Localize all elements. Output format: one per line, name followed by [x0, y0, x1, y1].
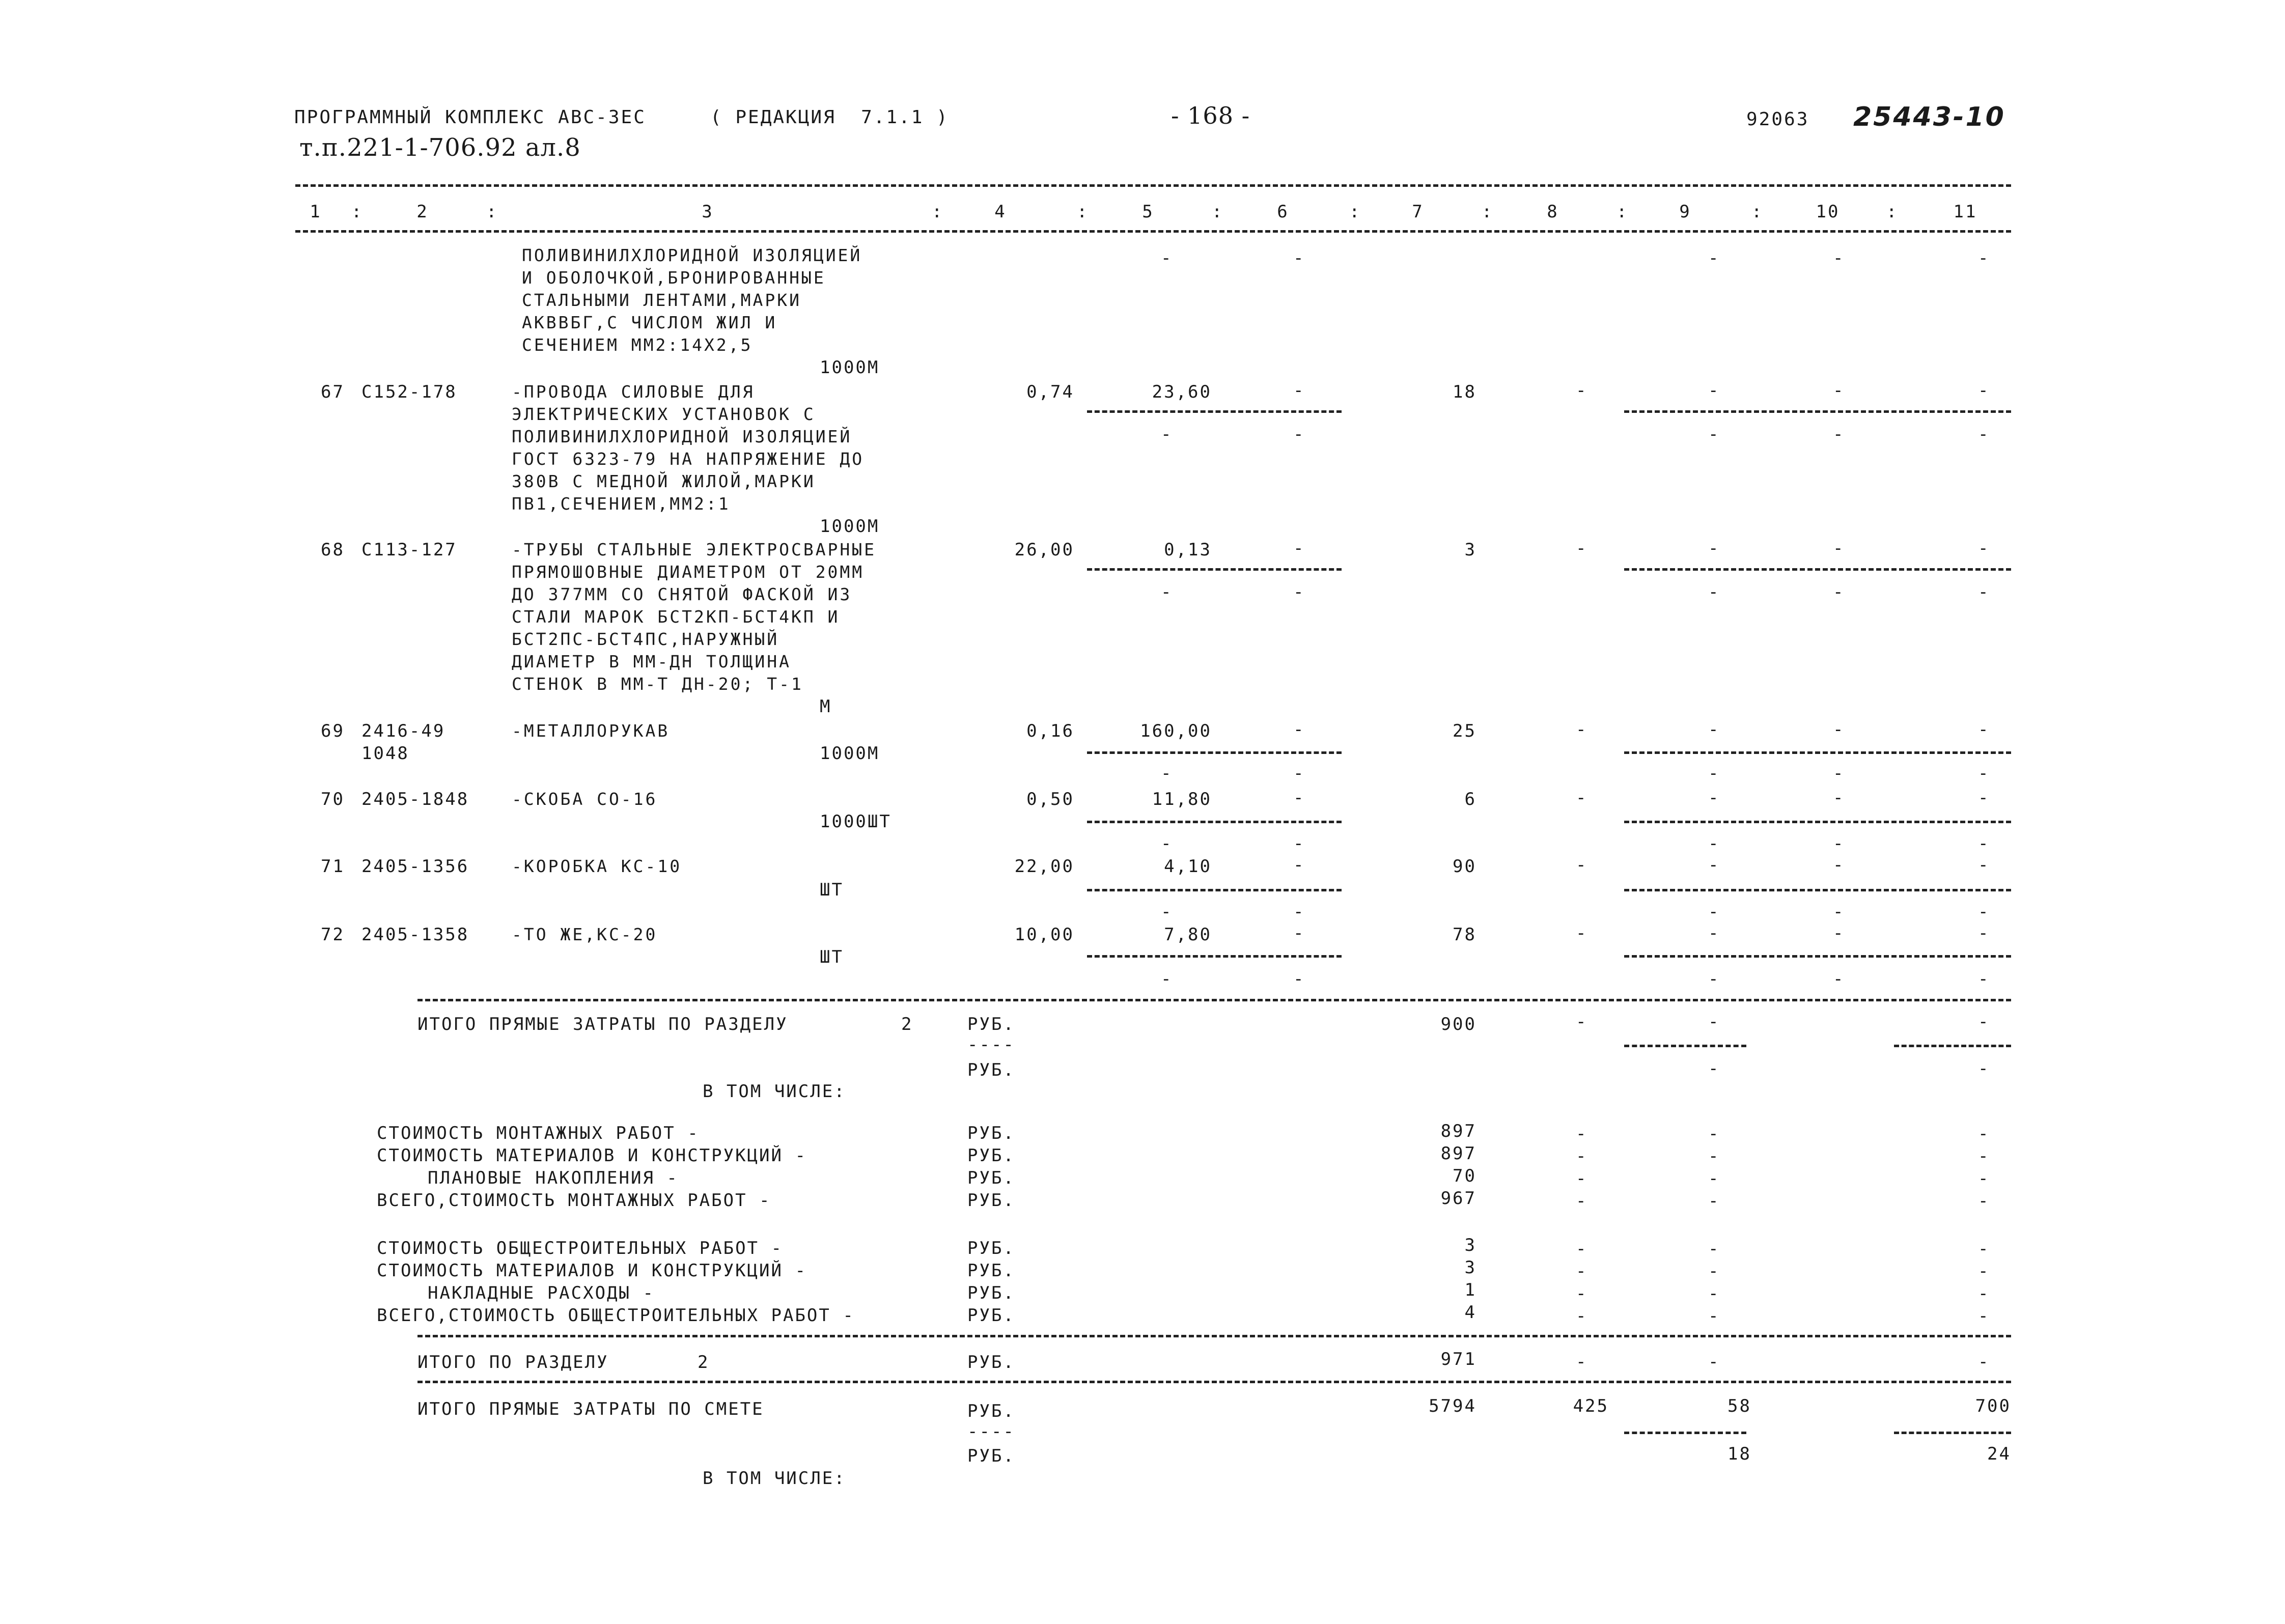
row-number: 68	[321, 540, 345, 560]
row-quantity: 26,00	[1014, 540, 1074, 560]
breakdown-value: 967	[1440, 1188, 1476, 1209]
col-1: 1	[310, 202, 322, 222]
estimate-total: 5794	[1429, 1396, 1476, 1416]
breakdown-value: 897	[1440, 1143, 1476, 1164]
section-number: 2	[901, 1014, 913, 1034]
section-total-bottom-rule	[417, 1381, 2011, 1383]
currency-label: РУБ.	[967, 1014, 1015, 1034]
row-code: 2416-49 1048	[361, 721, 445, 764]
estimate-col8: 425	[1573, 1396, 1609, 1416]
breakdown-label: НАКЛАДНЫЕ РАСХОДЫ -	[428, 1283, 655, 1303]
row-unit: ШТ	[820, 947, 844, 967]
section-direct-label: ИТОГО ПРЯМЫЕ ЗАТРАТЫ ПО РАЗДЕЛУ	[417, 1014, 788, 1034]
row-price: 11,80	[1152, 789, 1212, 809]
col-8: 8	[1547, 202, 1559, 222]
program-title: ПРОГРАММНЫЙ КОМПЛЕКС АВС-ЗЕС	[294, 107, 646, 128]
project-reference: т.п.221-1-706.92 ал.8	[299, 133, 581, 162]
estimate-direct-label: ИТОГО ПРЯМЫЕ ЗАТРАТЫ ПО СМЕТЕ	[417, 1399, 764, 1419]
breakdown-label: СТОИМОСТЬ ОБЩЕСТРОИТЕЛЬНЫХ РАБОТ -	[377, 1238, 783, 1258]
col-11: 11	[1953, 202, 1977, 222]
row-quantity: 0,16	[1026, 721, 1074, 741]
document-code: 92063	[1746, 109, 1809, 130]
section-total-label: ИТОГО ПО РАЗДЕЛУ	[417, 1352, 609, 1373]
col-5: 5	[1142, 202, 1154, 222]
row-quantity: 22,00	[1014, 856, 1074, 877]
row-price: 4,10	[1164, 856, 1212, 877]
breakdown-value: 70	[1453, 1166, 1476, 1186]
currency-label: РУБ.	[967, 1261, 1015, 1281]
including-label: В ТОМ ЧИСЛЕ:	[703, 1081, 846, 1102]
section-direct-total: 900	[1440, 1014, 1476, 1034]
row-total: 18	[1453, 382, 1476, 402]
row-unit: М	[820, 696, 832, 717]
estimate-col9-materials: 18	[1727, 1444, 1751, 1464]
currency-label: РУБ.	[967, 1283, 1015, 1303]
row-code: 2405-1356	[361, 856, 469, 877]
breakdown-label: ВСЕГО,СТОИМОСТЬ ОБЩЕСТРОИТЕЛЬНЫХ РАБОТ -	[377, 1305, 855, 1326]
including-label: В ТОМ ЧИСЛЕ:	[703, 1468, 846, 1489]
breakdown-label: СТОИМОСТЬ МАТЕРИАЛОВ И КОНСТРУКЦИЙ -	[377, 1261, 807, 1281]
currency-label: РУБ.	[967, 1446, 1015, 1466]
page-number: - 168 -	[1171, 102, 1250, 129]
col-10: 10	[1816, 202, 1840, 222]
col-3: 3	[702, 202, 714, 222]
row-price: 0,13	[1164, 540, 1212, 560]
row-description: -ТО ЖЕ,КС-20	[512, 925, 658, 944]
currency-label: РУБ.	[967, 1305, 1015, 1326]
estimate-col11-materials: 24	[1987, 1444, 2011, 1464]
section-total-top-rule	[417, 1335, 2011, 1337]
row-unit: ШТ	[820, 880, 844, 900]
currency-label: РУБ.	[967, 1060, 1015, 1080]
continued-unit: 1000М	[820, 357, 880, 378]
continued-description: ПОЛИВИНИЛХЛОРИДНОЙ ИЗОЛЯЦИЕЙ И ОБОЛОЧКОЙ,БРОНИРОВАННЫЕ СТАЛЬНЫМИ ЛЕНТАМИ,МАРКИ АКВВБГ,С ЧИСЛОМ ЖИЛ И СЕЧЕНИЕМ ММ2:14Х2,5	[522, 245, 862, 355]
currency-label: РУБ.	[967, 1190, 1015, 1211]
row-total: 3	[1464, 540, 1476, 560]
currency-label: РУБ.	[967, 1123, 1015, 1143]
row-total: 90	[1453, 856, 1476, 877]
row-price: 7,80	[1164, 925, 1212, 945]
col-6: 6	[1277, 202, 1289, 222]
row-description: -КОРОБКА КС-10	[512, 856, 682, 876]
col-7: 7	[1412, 202, 1424, 222]
edition-label: ( РЕДАКЦИЯ 7.1.1 )	[710, 107, 949, 128]
breakdown-value: 4	[1464, 1302, 1476, 1323]
breakdown-value: 3	[1464, 1235, 1476, 1255]
summary-top-rule	[417, 999, 2011, 1001]
row-number: 71	[321, 856, 345, 877]
row-number: 69	[321, 721, 345, 741]
row-description: -СКОБА СО-16	[512, 789, 658, 809]
row-price: 160,00	[1140, 721, 1212, 741]
section-number: 2	[698, 1352, 710, 1373]
header-bottom-rule	[295, 230, 2011, 233]
row-price: 23,60	[1152, 382, 1212, 402]
row-number: 67	[321, 382, 345, 402]
row-number: 70	[321, 789, 345, 809]
currency-label: РУБ.	[967, 1168, 1015, 1188]
breakdown-label: ПЛАНОВЫЕ НАКОПЛЕНИЯ -	[428, 1168, 679, 1188]
col-4: 4	[994, 202, 1007, 222]
header-top-rule	[295, 184, 2011, 187]
breakdown-value: 1	[1464, 1280, 1476, 1300]
currency-label: РУБ.	[967, 1401, 1015, 1421]
breakdown-value: 3	[1464, 1257, 1476, 1278]
row-quantity: 10,00	[1014, 925, 1074, 945]
handwritten-number: 25443-10	[1853, 102, 2005, 132]
breakdown-label: СТОИМОСТЬ МАТЕРИАЛОВ И КОНСТРУКЦИЙ -	[377, 1145, 807, 1166]
row-code: С152-178	[361, 382, 457, 402]
currency-label: РУБ.	[967, 1238, 1015, 1258]
breakdown-value: 897	[1440, 1121, 1476, 1141]
row-quantity: 0,50	[1026, 789, 1074, 809]
row-unit: 1000ШТ	[820, 811, 891, 832]
col-2: 2	[416, 202, 429, 222]
estimate-col9: 58	[1727, 1396, 1751, 1416]
row-unit: 1000М	[820, 743, 880, 764]
row-code: 2405-1358	[361, 925, 469, 945]
row-description: -ПРОВОДА СИЛОВЫЕ ДЛЯ ЭЛЕКТРИЧЕСКИХ УСТАНОВОК С ПОЛИВИНИЛХЛОРИДНОЙ ИЗОЛЯЦИЕЙ ГОСТ 6323-79 НА НАПРЯЖЕНИЕ ДО 380В С МЕДНОЙ ЖИЛОЙ,МАРКИ ПВ1,СЕЧЕНИЕМ,ММ2:1	[512, 382, 865, 514]
col-9: 9	[1679, 202, 1691, 222]
row-total: 25	[1453, 721, 1476, 741]
row-description: -МЕТАЛЛОРУКАВ	[512, 721, 670, 741]
row-total: 78	[1453, 925, 1476, 945]
currency-label: РУБ.	[967, 1145, 1015, 1166]
section-total: 971	[1440, 1349, 1476, 1369]
row-unit: 1000М	[820, 516, 880, 537]
currency-label: РУБ.	[967, 1352, 1015, 1373]
row-total: 6	[1464, 789, 1476, 809]
estimate-col11: 700	[1975, 1396, 2011, 1416]
row-description: -ТРУБЫ СТАЛЬНЫЕ ЭЛЕКТРОСВАРНЫЕ ПРЯМОШОВНЫЕ ДИАМЕТРОМ ОТ 20ММ ДО 377ММ СО СНЯТОЙ ФАСКОЙ ИЗ СТАЛИ МАРОК БСТ2КП-БСТ4КП И БСТ2ПС-БСТ4ПС,НАРУЖНЫЙ ДИАМЕТР В ММ-ДН ТОЛЩИНА СТЕНОК В ММ-Т ДН-20; Т-1	[512, 540, 877, 694]
row-number: 72	[321, 925, 345, 945]
row-quantity: 0,74	[1026, 382, 1074, 402]
breakdown-label: ВСЕГО,СТОИМОСТЬ МОНТАЖНЫХ РАБОТ -	[377, 1190, 771, 1211]
breakdown-label: СТОИМОСТЬ МОНТАЖНЫХ РАБОТ -	[377, 1123, 700, 1143]
row-code: С113-127	[361, 540, 457, 560]
row-code: 2405-1848	[361, 789, 469, 809]
